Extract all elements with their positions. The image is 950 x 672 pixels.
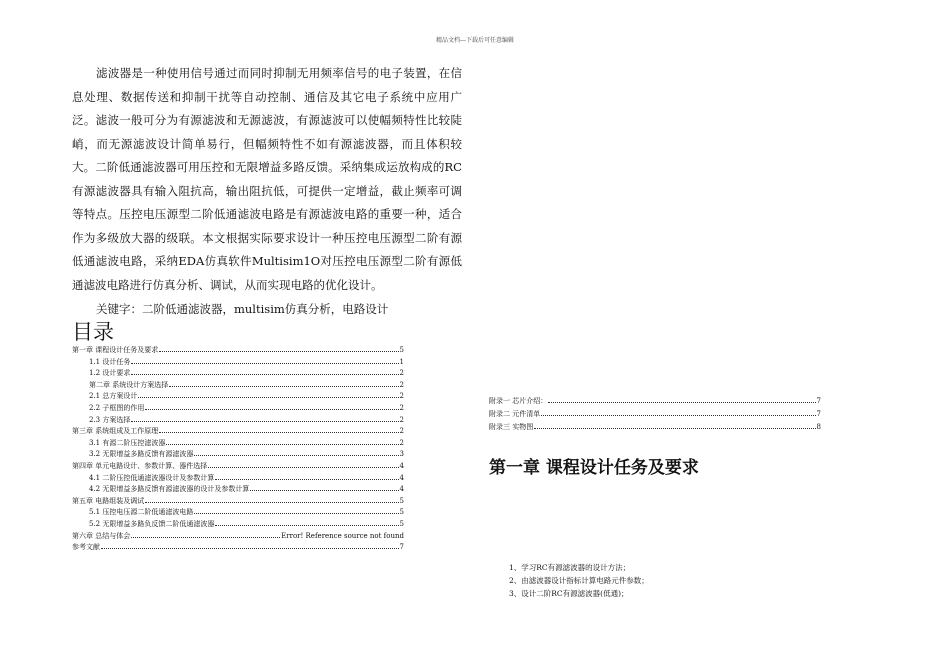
toc-title: 目录 [72,320,114,344]
abstract [72,62,462,317]
list-item: 1、学习RC有源滤波器的设计方法； [509,563,631,572]
toc-leader [208,460,398,468]
toc-entry[interactable] [72,506,404,518]
toc-entry[interactable] [72,344,404,356]
toc-entry-text: 5.1 压控电压源二阶低通滤波电路 [89,508,194,517]
toc-entry-page: Error! Reference source not found [281,531,404,540]
toc-entry-page: 5 [399,519,404,528]
toc-entry-text: 3.1 有源二阶压控滤波器 [89,438,166,447]
keywords: 关键字：二阶低通滤波器，multisim仿真分析，电路设计 [96,302,389,316]
toc-entry-page: 3 [399,450,404,459]
toc-leader [548,395,815,403]
toc-entry-page: 5 [399,496,404,505]
toc-entry-text: 附录三 实物图 [489,423,534,431]
toc-entry-text: 2.2 子框图的作用 [89,403,145,412]
toc-entry[interactable] [72,402,404,414]
toc-leader [215,518,398,526]
toc-entry-page: 2 [399,438,404,447]
toc-entry-text: 第一章 课程设计任务及要求 [72,346,159,354]
toc-entry-text: 2.3 方案选择 [89,415,131,424]
toc-entry[interactable] [489,408,821,421]
toc-entry-page: 5 [399,346,404,354]
list-item: 2、由滤波器设计指标计算电路元件参数； [509,576,649,585]
toc-entry-text: 3.2 无限增益多路反馈有源滤波器 [89,450,194,459]
toc-leader [159,344,398,352]
toc-entry[interactable] [72,437,404,449]
toc-entry[interactable] [72,483,404,495]
toc-entry[interactable] [72,495,404,507]
toc-entry-page: 2 [399,415,404,424]
toc-leader [194,448,398,456]
toc-entry-page: 2 [399,380,404,389]
toc-leader [534,421,815,429]
toc-entry-page: 7 [399,543,404,552]
toc-entry-page: 5 [399,508,404,517]
toc-leader [159,425,398,433]
toc-entry[interactable] [72,379,404,391]
toc-entry-page: 4 [399,485,404,494]
toc-entry[interactable] [72,460,404,472]
toc-entry-text: 附录二 元件清单 [489,410,541,418]
toc-leader [138,390,398,398]
toc-leader [541,408,815,416]
left-column [72,62,462,553]
toc-entry[interactable] [72,414,404,426]
toc-entry-page: 7 [816,410,821,418]
toc-entry-text: 4.1 二阶压控低通滤波器设计及参数计算 [89,473,215,482]
toc-entry[interactable] [72,541,404,553]
toc-entry-text: 第六章 总结与体会 [72,531,131,540]
requirements-list [509,561,649,600]
toc-entry[interactable] [489,395,821,408]
toc-entry-text: 2.1 总方案设计 [89,392,138,401]
toc-entry-text: 1.1 设计任务 [89,357,131,366]
toc-leader [166,437,398,445]
toc-entry-text: 第三章 系统组成及工作原理 [72,427,159,436]
toc-entry-text: 参考文献 [72,543,100,552]
toc-leader [250,483,398,491]
toc-entry-page: 4 [399,473,404,482]
toc-leader [131,414,398,422]
toc-leader [194,506,398,514]
toc-entry-page: 4 [399,461,404,470]
list-item: 3、设计二阶RC有源滤波器(低通)； [509,589,629,598]
toc-entry[interactable] [72,530,404,542]
toc-leader [145,495,398,503]
toc-entry[interactable] [72,367,404,379]
toc-leader [131,530,280,538]
right-column [489,395,821,434]
toc-entry-text: 4.2 无限增益多路反馈有源滤波器的设计及参数计算 [89,485,250,494]
toc-entry[interactable] [489,421,821,434]
toc-entry-text: 第二章 系统设计方案选择 [89,380,169,389]
toc-entry[interactable] [72,356,404,368]
toc-leader [215,472,398,480]
toc-entry-page: 1 [399,357,404,366]
toc-entry[interactable] [72,518,404,530]
toc-entry-page: 8 [816,423,821,431]
toc-entry-text: 第五章 电路组装及调试 [72,496,145,505]
toc-entry-text: 1.2 设计要求 [89,369,131,378]
toc-entry-text: 第四章 单元电路设计、参数计算、器件选择 [72,461,208,470]
toc-leader [131,356,398,364]
toc-entry-page: 2 [399,392,404,401]
toc-entry-page: 7 [816,397,821,405]
toc-entry-page: 2 [399,369,404,378]
toc-entry-page: 2 [399,427,404,436]
abstract-paragraph: 滤波器是一种使用信号通过而同时抑制无用频率信号的电子装置，在信息处理、数据传送和抑制干扰等自动控制、通信及其它电子系统中应用广泛。滤波一般可分为有源滤波和无源滤波，有源滤波可以使幅频特性比较陡峭，而无源滤波设计简单易行，但幅频特性不如有源滤波器，而且体积较大。二阶低通滤波器可用压控和无限增益多路反馈。采纳集成运放构成的RC有源滤波器具有输入阻抗高，输出阻抗低，可提供一定增益，截止频率可调等特点。压控电压源型二阶低通滤波电路是有源滤波电路的重要一种，适合作为多级放大器的级联。本文根据实际要求设计一种压控电压源型二阶有源低通滤波电路，采纳EDA仿真软件Multisim1O对压控电压源型二阶有源低通滤波电路进行仿真分析、调试，从而实现电路的优化设计。 [72,66,462,292]
toc-entry[interactable] [72,390,404,402]
toc-leader [145,402,398,410]
toc-entry[interactable] [72,425,404,437]
toc-entry-text: 5.2 无限增益多路负反馈二阶低通滤波器 [89,519,215,528]
appendix-toc [489,395,821,434]
chapter-heading: 第一章 课程设计任务及要求 [489,458,699,478]
toc-entry[interactable] [72,448,404,460]
page-header: 精品文档---下载后可任意编辑 [435,37,515,44]
table-of-contents [72,344,404,553]
toc-leader [101,541,399,549]
toc-entry[interactable] [72,472,404,484]
toc-leader [131,367,398,375]
toc-leader [169,379,398,387]
toc-entry-text: 附录一 芯片介绍： [489,397,548,405]
toc-entry-page: 2 [399,403,404,412]
